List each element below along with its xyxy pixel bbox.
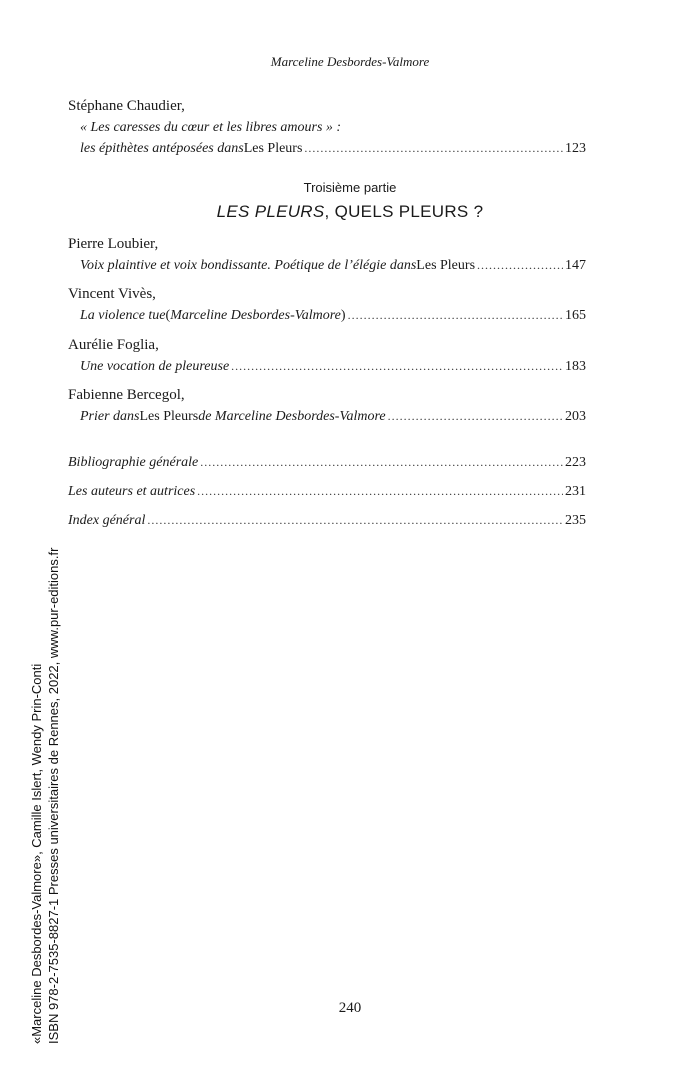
toc-title-roman: (	[165, 308, 171, 323]
part-label: Troisième partie	[303, 180, 397, 195]
dot-leader	[197, 481, 563, 502]
dot-leader	[231, 356, 563, 377]
toc-author: Aurélie Foglia,	[68, 337, 159, 353]
toc-page-number: 231	[565, 484, 586, 499]
dot-leader	[304, 138, 563, 159]
toc-back-matter-label: Index général	[68, 513, 146, 528]
side-imprint-line: «Marceline Desbordes-Valmore», Camille Islert, Wendy Prin-Conti	[29, 663, 44, 1044]
toc-back-matter-line[interactable]	[68, 481, 586, 502]
part-title-italic: LES PLEURS	[216, 202, 325, 221]
dot-leader	[388, 406, 563, 427]
dot-leader	[147, 510, 563, 531]
dot-leader	[477, 255, 563, 276]
toc-title-line[interactable]	[68, 406, 586, 427]
toc-title: La violence tue	[80, 308, 166, 323]
toc-page-number: 123	[565, 141, 586, 156]
toc-title-roman: Les Pleurs	[139, 409, 199, 424]
dot-leader	[348, 305, 563, 326]
toc-title: Prier dans	[80, 409, 140, 424]
toc-page-number: 183	[565, 359, 586, 374]
toc-entry	[68, 234, 586, 276]
toc-author: Stéphane Chaudier,	[68, 98, 185, 114]
toc-entry	[68, 385, 586, 427]
toc-title-roman: Les Pleurs	[243, 141, 303, 156]
toc-title: Une vocation de pleureuse	[80, 359, 230, 374]
toc-title-line[interactable]	[68, 305, 586, 326]
toc-title-roman: Les Pleurs	[416, 258, 476, 273]
toc-author: Fabienne Bercegol,	[68, 387, 185, 403]
toc-entry	[68, 284, 586, 326]
toc-entry	[68, 335, 586, 377]
toc-title: Voix plaintive et voix bondissante. Poétique de l’élégie dans	[80, 258, 417, 273]
toc-page-number: 223	[565, 455, 586, 470]
toc-back-matter-label: Bibliographie générale	[68, 455, 199, 470]
back-matter	[68, 452, 586, 531]
toc-page-number: 165	[565, 308, 586, 323]
toc-title-line[interactable]	[68, 255, 586, 276]
running-head: Marceline Desbordes-Valmore	[270, 54, 430, 69]
toc-author: Pierre Loubier,	[68, 236, 159, 252]
part-title	[0, 202, 700, 222]
toc-title-roman: )	[340, 308, 346, 323]
side-imprint-line: ISBN 978-2-7535-8827-1 Presses universitaires de Rennes, 2022, www.pur-editions.fr	[46, 547, 61, 1044]
toc-page-number: 235	[565, 513, 586, 528]
toc-title: Marceline Desbordes-Valmore	[170, 308, 341, 323]
dot-leader	[200, 452, 563, 473]
toc-title: les épithètes antéposées dans	[80, 141, 244, 156]
toc-back-matter-line[interactable]	[68, 510, 586, 531]
toc-back-matter-line[interactable]	[68, 452, 586, 473]
toc-title-line	[68, 117, 586, 138]
side-imprint	[28, 548, 62, 1044]
toc-page-number: 203	[565, 409, 586, 424]
toc-title: de Marceline Desbordes-Valmore	[198, 409, 386, 424]
toc-entry	[68, 96, 586, 159]
toc-author: Vincent Vivès,	[68, 286, 156, 302]
page-number: 240	[338, 1000, 362, 1016]
part-title-roman: , QUELS PLEURS ?	[324, 202, 484, 221]
toc-title-line[interactable]	[68, 138, 586, 159]
toc-title: « Les caresses du cœur et les libres amours » :	[80, 120, 342, 135]
toc-page-number: 147	[565, 258, 586, 273]
toc-title-line[interactable]	[68, 356, 586, 377]
toc-back-matter-label: Les auteurs et autrices	[68, 484, 196, 499]
